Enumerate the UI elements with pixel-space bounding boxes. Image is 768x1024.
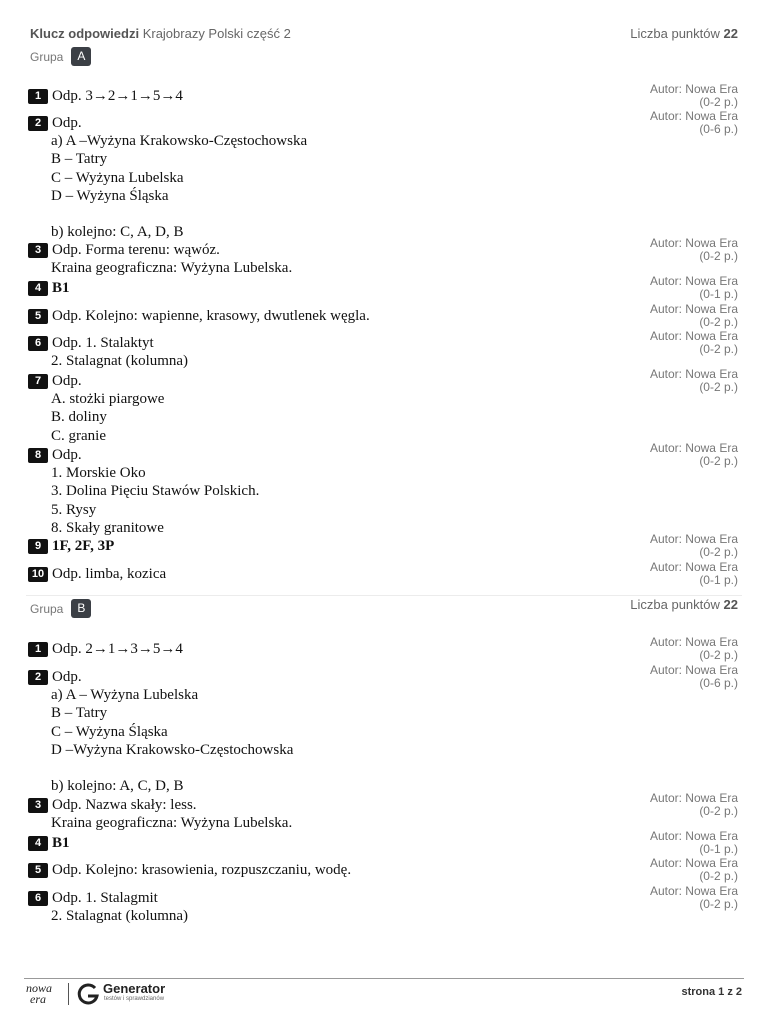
answer-item: [28, 640, 588, 658]
question-number-badge: 2: [28, 116, 48, 131]
answer-text: B1: [52, 280, 70, 296]
author-meta: [650, 237, 738, 263]
answer-line: [28, 279, 588, 297]
points-range: (0-2 p.): [699, 648, 738, 662]
answer-line: [28, 334, 588, 352]
answer-text: Odp.: [52, 447, 82, 463]
generator-logo-text: Generator: [103, 981, 166, 996]
answer-item: [28, 372, 588, 445]
points-range: (0-2 p.): [699, 454, 738, 468]
answer-item: [28, 307, 588, 325]
author-meta: [650, 330, 738, 356]
answer-subline: B – Tatry: [51, 151, 108, 168]
question-number-badge: 5: [28, 863, 48, 878]
answer-item: [28, 87, 588, 105]
answer-item: [28, 334, 588, 370]
author-label: Autor: Nowa Era: [649, 441, 738, 455]
answer-text: Odp. Forma terenu: wąwóz.: [52, 242, 220, 258]
answer-text: B1: [52, 835, 70, 851]
answer-item: [28, 668, 588, 795]
group-b-heading: [30, 599, 91, 618]
page-number: strona 1 z 2: [681, 986, 742, 998]
author-label: Autor: Nowa Era: [649, 274, 738, 288]
answer-line: [28, 241, 588, 259]
answer-line: [28, 114, 588, 132]
question-number-badge: 10: [28, 567, 48, 582]
answer-subline: C. granie: [51, 427, 106, 444]
points-range: (0-2 p.): [699, 249, 738, 263]
points-range: (0-1 p.): [699, 573, 738, 587]
author-meta: [650, 368, 738, 394]
answer-text: Odp. Kolejno: wapienne, krasowy, dwutlenek węgla.: [52, 308, 370, 324]
generator-g-icon: [76, 982, 100, 1006]
answer-subline: B. doliny: [51, 409, 107, 426]
logo-era-text: era: [30, 992, 46, 1006]
answer-item: [28, 565, 588, 583]
question-number-badge: 2: [28, 670, 48, 685]
author-meta: [650, 792, 738, 818]
author-label: Autor: Nowa Era: [649, 236, 738, 250]
question-number-badge: 4: [28, 281, 48, 296]
author-meta: [650, 110, 738, 136]
answer-text: Odp. 1. Stalagmit: [52, 890, 158, 906]
answer-subline: 3. Dolina Pięciu Stawów Polskich.: [51, 483, 260, 500]
answer-item: [28, 537, 588, 555]
points-range: (0-2 p.): [699, 545, 738, 559]
points-range: (0-2 p.): [699, 897, 738, 911]
group-divider: [26, 595, 742, 596]
author-meta: [650, 561, 738, 587]
points-value: 22: [723, 597, 738, 612]
answer-subline: a) A – Wyżyna Lubelska: [51, 687, 199, 704]
group-a-heading: [30, 47, 91, 66]
answer-item: [28, 796, 588, 832]
author-meta: [650, 830, 738, 856]
group-label: Grupa: [30, 49, 64, 64]
author-label: Autor: Nowa Era: [649, 302, 738, 316]
question-number-badge: 5: [28, 309, 48, 324]
points-label: Liczba punktów: [630, 597, 720, 612]
answer-line: [28, 834, 588, 852]
answer-line: [28, 796, 588, 814]
author-meta: [650, 83, 738, 109]
author-meta: [650, 303, 738, 329]
author-label: Autor: Nowa Era: [649, 560, 738, 574]
answer-line: [28, 640, 588, 658]
blank-line: [28, 205, 588, 223]
title-rest: Krajobrazy Polski część 2: [142, 26, 291, 41]
author-label: Autor: Nowa Era: [649, 829, 738, 843]
answer-subline: A. stożki piargowe: [51, 391, 165, 408]
points-range: (0-1 p.): [699, 287, 738, 301]
answer-line: [28, 307, 588, 325]
question-number-badge: 8: [28, 448, 48, 463]
question-number-badge: 3: [28, 798, 48, 813]
author-label: Autor: Nowa Era: [649, 109, 738, 123]
footer-divider: [24, 978, 744, 979]
answer-text: 1F, 2F, 3P: [52, 538, 115, 554]
answer-subline: D –Wyżyna Krakowsko-Częstochowska: [51, 741, 294, 758]
author-label: Autor: Nowa Era: [649, 82, 738, 96]
points-range: (0-1 p.): [699, 842, 738, 856]
answer-subline: C – Wyżyna Lubelska: [51, 169, 184, 186]
title-bold: Klucz odpowiedzi: [30, 26, 140, 41]
answer-text: Odp. limba, kozica: [52, 566, 167, 582]
answer-line: [28, 537, 588, 555]
author-label: Autor: Nowa Era: [649, 635, 738, 649]
points-range: (0-6 p.): [699, 676, 738, 690]
answer-subline: Kraina geograficzna: Wyżyna Lubelska.: [51, 815, 293, 832]
points-range: (0-2 p.): [699, 380, 738, 394]
author-label: Autor: Nowa Era: [649, 663, 738, 677]
question-number-badge: 3: [28, 243, 48, 258]
points-range: (0-2 p.): [699, 315, 738, 329]
answer-item: [28, 114, 588, 241]
author-label: Autor: Nowa Era: [649, 856, 738, 870]
author-label: Autor: Nowa Era: [649, 329, 738, 343]
answer-item: [28, 446, 588, 537]
points-range: (0-6 p.): [699, 122, 738, 136]
answer-subline: B – Tatry: [51, 705, 108, 722]
answer-text: Odp.: [52, 669, 82, 685]
answer-subline: b) kolejno: C, A, D, B: [51, 224, 184, 241]
question-number-badge: 6: [28, 891, 48, 906]
author-label: Autor: Nowa Era: [649, 884, 738, 898]
group-badge: B: [71, 599, 91, 618]
question-number-badge: 9: [28, 539, 48, 554]
answer-text: Odp. Nazwa skały: less.: [52, 797, 197, 813]
nowa-era-logo: [26, 983, 52, 1005]
answer-subline: 1. Morskie Oko: [51, 465, 146, 482]
answer-item: [28, 241, 588, 277]
question-number-badge: 6: [28, 336, 48, 351]
author-meta: [650, 533, 738, 559]
points-range: (0-2 p.): [699, 804, 738, 818]
author-meta: [650, 275, 738, 301]
question-number-badge: 7: [28, 374, 48, 389]
answer-line: [28, 668, 588, 686]
answer-item: [28, 861, 588, 879]
question-number-badge: 1: [28, 89, 48, 104]
author-meta: [650, 885, 738, 911]
answer-line: [28, 446, 588, 464]
question-number-badge: 1: [28, 642, 48, 657]
answer-text: Odp. 2→1→3→5→4: [52, 641, 183, 657]
answer-subline: 8. Skały granitowe: [51, 519, 164, 536]
blank-line: [28, 759, 588, 777]
author-meta: [650, 664, 738, 690]
author-label: Autor: Nowa Era: [649, 791, 738, 805]
answer-subline: D – Wyżyna Śląska: [51, 187, 169, 204]
group-label: Grupa: [30, 601, 64, 616]
logo-separator: [68, 983, 69, 1005]
answer-subline: C – Wyżyna Śląska: [51, 723, 168, 740]
answer-item: [28, 889, 588, 925]
answer-item: [28, 834, 588, 852]
answer-subline: 2. Stalagnat (kolumna): [51, 908, 189, 925]
answer-line: [28, 889, 588, 907]
answer-line: [28, 861, 588, 879]
answer-text: Odp. 1. Stalaktyt: [52, 335, 154, 351]
answer-line: [28, 565, 588, 583]
document-title: [30, 26, 291, 41]
group-badge: A: [71, 47, 91, 66]
answer-text: Odp.: [52, 373, 82, 389]
logo-nowa-text: nowa: [26, 981, 53, 995]
answer-text: Odp. 3→2→1→5→4: [52, 88, 183, 104]
points-label: Liczba punktów: [630, 26, 720, 41]
question-number-badge: 4: [28, 836, 48, 851]
answer-subline: Kraina geograficzna: Wyżyna Lubelska.: [51, 260, 293, 277]
points-range: (0-2 p.): [699, 342, 738, 356]
total-points-a: [630, 26, 738, 41]
answer-subline: a) A –Wyżyna Krakowsko-Częstochowska: [51, 133, 308, 150]
answer-text: Odp.: [52, 115, 82, 131]
answer-subline: 5. Rysy: [51, 501, 97, 518]
answer-text: Odp. Kolejno: krasowienia, rozpuszczaniu, wodę.: [52, 862, 352, 878]
answer-subline: 2. Stalagnat (kolumna): [51, 353, 189, 370]
answer-line: [28, 372, 588, 390]
points-range: (0-2 p.): [699, 869, 738, 883]
author-label: Autor: Nowa Era: [649, 532, 738, 546]
answer-subline: b) kolejno: A, C, D, B: [51, 778, 184, 795]
generator-subtitle: testów i sprawdzianów: [104, 996, 165, 1002]
author-label: Autor: Nowa Era: [649, 367, 738, 381]
points-range: (0-2 p.): [699, 95, 738, 109]
author-meta: [650, 442, 738, 468]
points-value: 22: [723, 26, 738, 41]
total-points-b: [630, 597, 738, 612]
author-meta: [650, 636, 738, 662]
answer-item: [28, 279, 588, 297]
answer-line: [28, 87, 588, 105]
author-meta: [650, 857, 738, 883]
